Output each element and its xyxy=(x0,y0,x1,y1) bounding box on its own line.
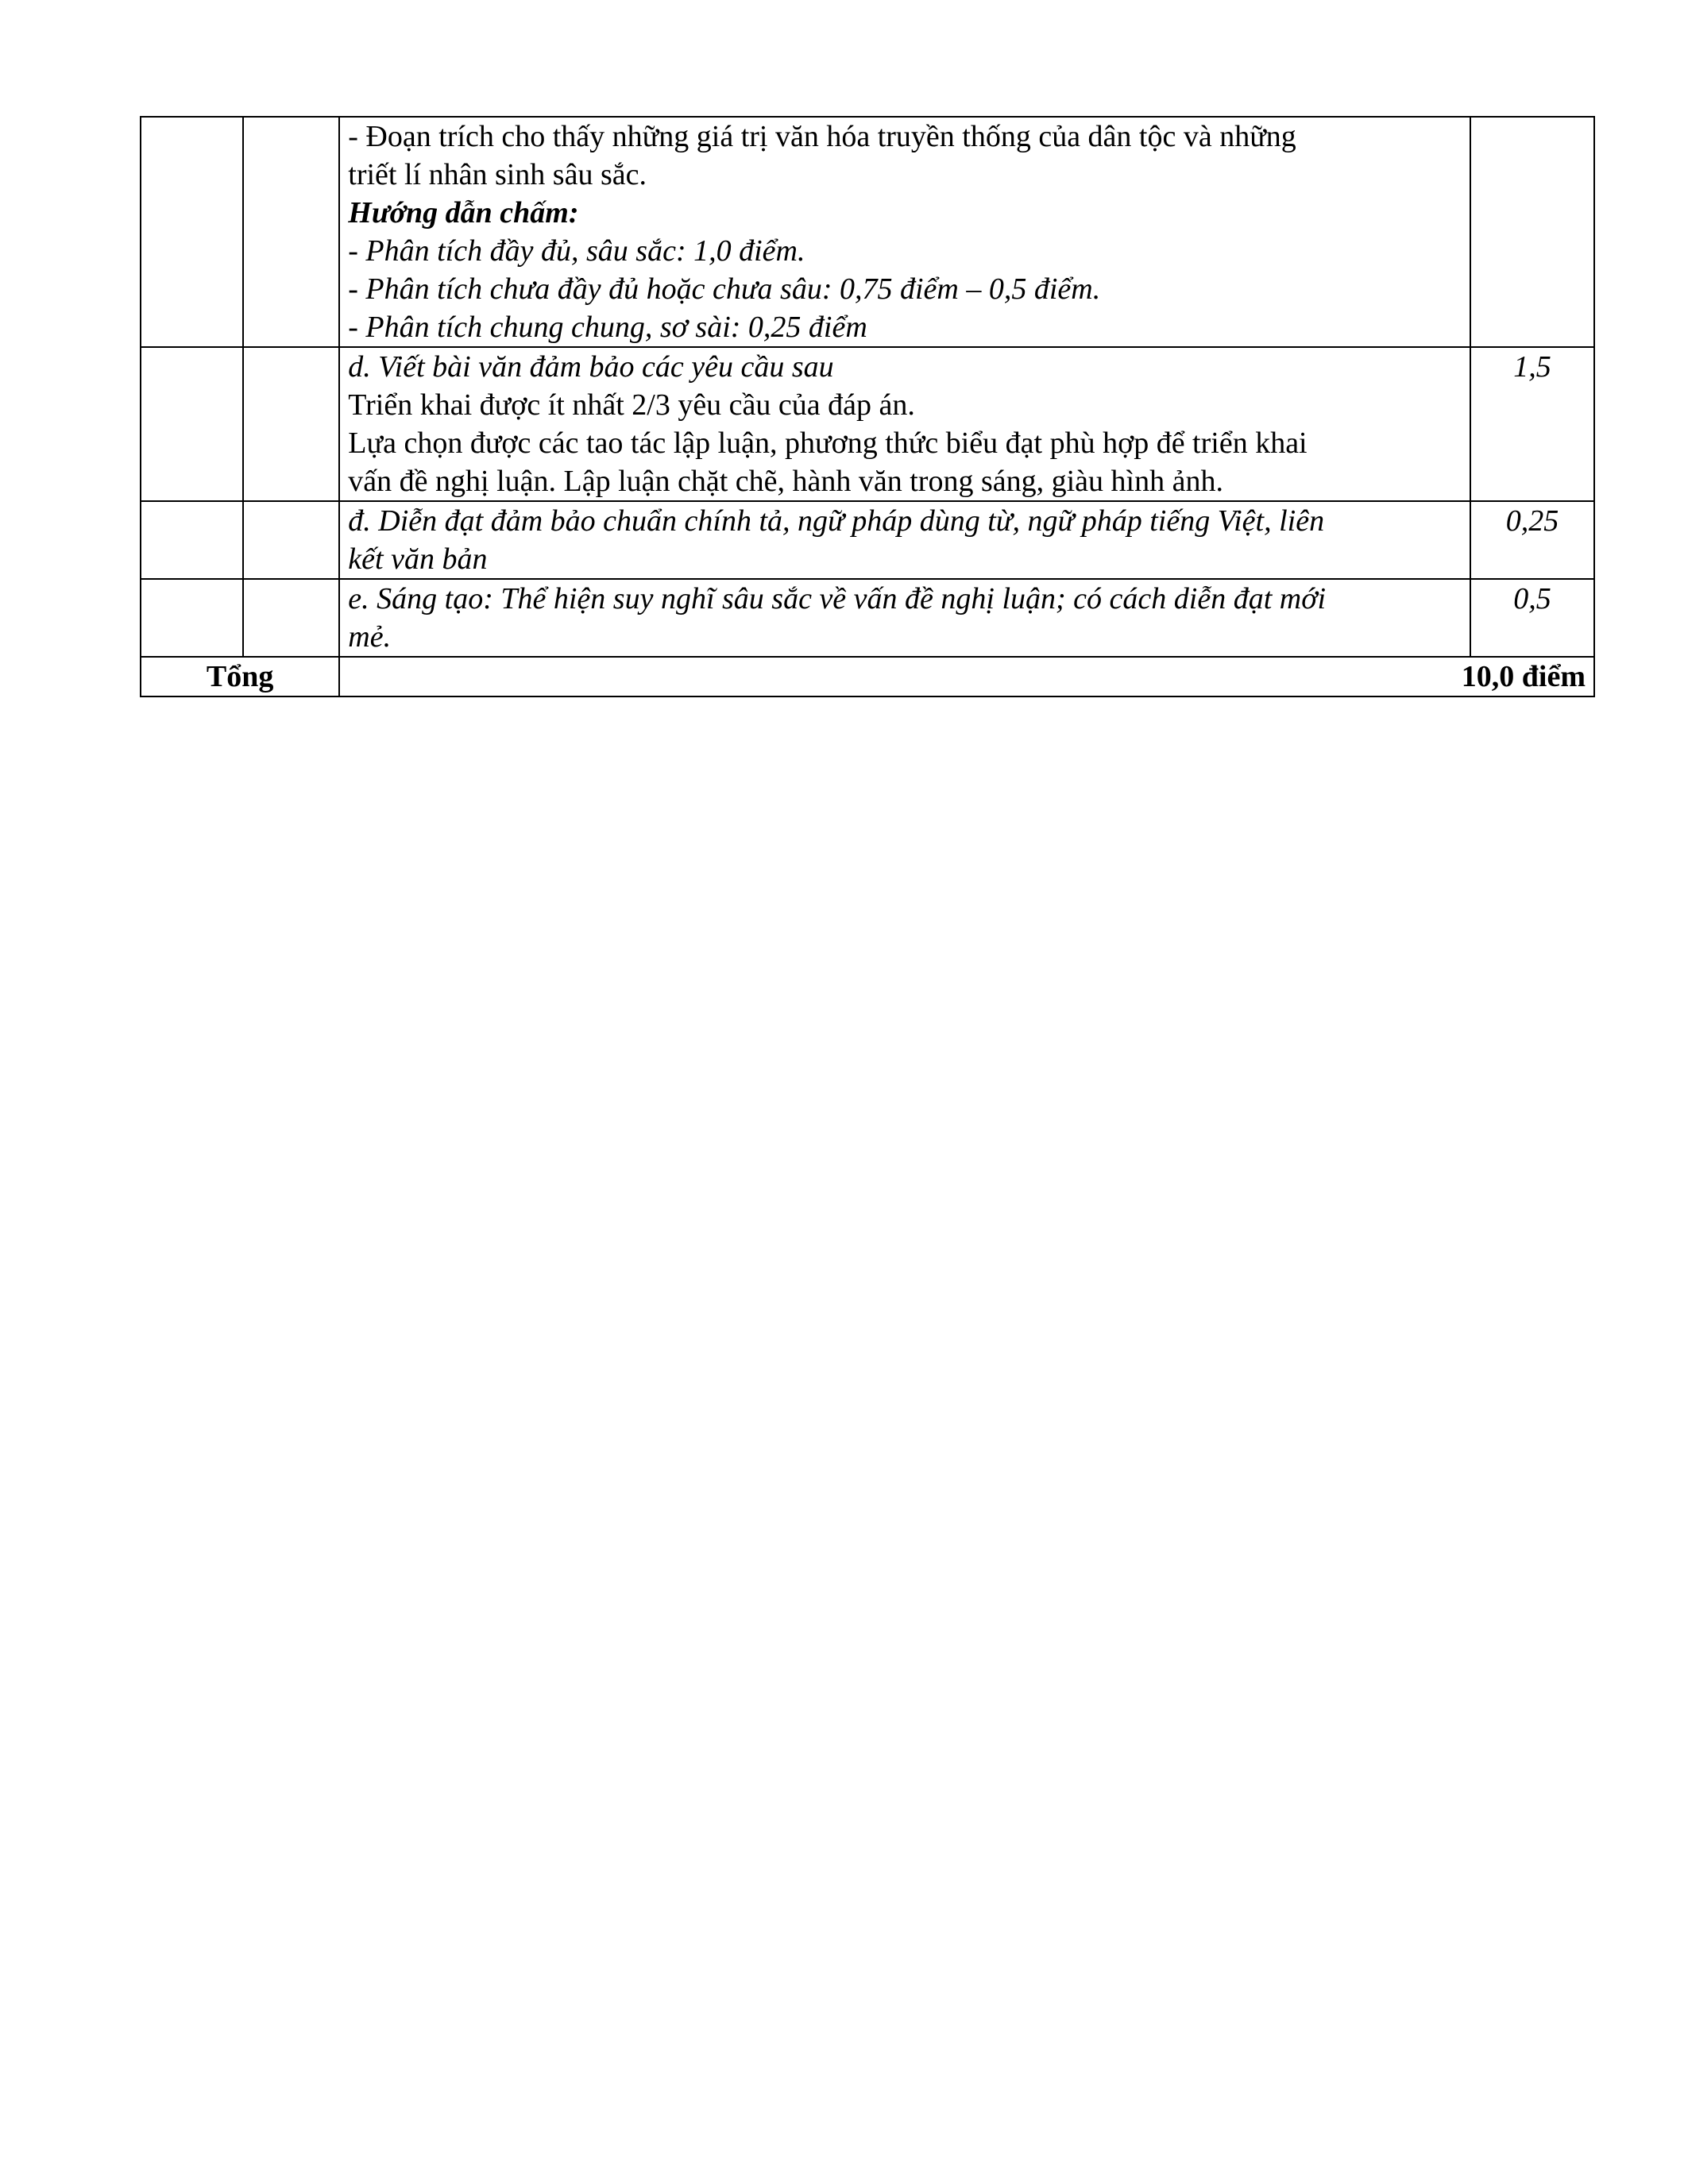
criteria-cell xyxy=(339,579,1470,657)
criteria-line: mẻ. xyxy=(348,620,392,654)
criteria-line: - Phân tích đầy đủ, sâu sắc: 1,0 điểm. xyxy=(348,234,805,268)
section-cell xyxy=(141,117,243,347)
criteria-cell xyxy=(339,501,1470,579)
item-cell xyxy=(243,347,340,501)
criteria-cell xyxy=(339,347,1470,501)
total-value: 10,0 điểm xyxy=(339,657,1594,696)
table-row xyxy=(141,579,1594,657)
table-row xyxy=(141,501,1594,579)
criteria-line: Triển khai được ít nhất 2/3 yêu cầu của đáp án. xyxy=(348,388,915,422)
grading-guide-heading: Hướng dẫn chấm: xyxy=(348,196,579,230)
criteria-line: - Đoạn trích cho thấy những giá trị văn hóa truyền thống của dân tộc và những xyxy=(348,120,1296,153)
criteria-line: đ. Diễn đạt đảm bảo chuẩn chính tả, ngữ pháp dùng từ, ngữ pháp tiếng Việt, liên xyxy=(348,504,1325,538)
criteria-line: - Phân tích chung chung, sơ sài: 0,25 điểm xyxy=(348,311,867,344)
section-cell xyxy=(141,501,243,579)
item-cell xyxy=(243,501,340,579)
item-cell xyxy=(243,579,340,657)
score-cell: 0,25 xyxy=(1470,501,1594,579)
score-cell xyxy=(1470,117,1594,347)
score-cell: 1,5 xyxy=(1470,347,1594,501)
criteria-line: e. Sáng tạo: Thể hiện suy nghĩ sâu sắc về vấn đề nghị luận; có cách diễn đạt mới xyxy=(348,582,1327,615)
criteria-line: d. Viết bài văn đảm bảo các yêu cầu sau xyxy=(348,350,834,384)
criteria-line: Lựa chọn được các tao tác lập luận, phương thức biểu đạt phù hợp để triển khai xyxy=(348,426,1308,460)
criteria-cell xyxy=(339,117,1470,347)
criteria-line: kết văn bản xyxy=(348,542,488,576)
total-label: Tổng xyxy=(141,657,339,696)
grading-table xyxy=(140,116,1595,697)
total-row xyxy=(141,657,1594,696)
section-cell xyxy=(141,347,243,501)
section-cell xyxy=(141,579,243,657)
table-row xyxy=(141,117,1594,347)
score-cell: 0,5 xyxy=(1470,579,1594,657)
criteria-line: - Phân tích chưa đầy đủ hoặc chưa sâu: 0,75 điểm – 0,5 điểm. xyxy=(348,272,1101,306)
table-row xyxy=(141,347,1594,501)
criteria-line: triết lí nhân sinh sâu sắc. xyxy=(348,158,647,191)
item-cell xyxy=(243,117,340,347)
criteria-line: vấn đề nghị luận. Lập luận chặt chẽ, hành văn trong sáng, giàu hình ảnh. xyxy=(348,465,1223,498)
